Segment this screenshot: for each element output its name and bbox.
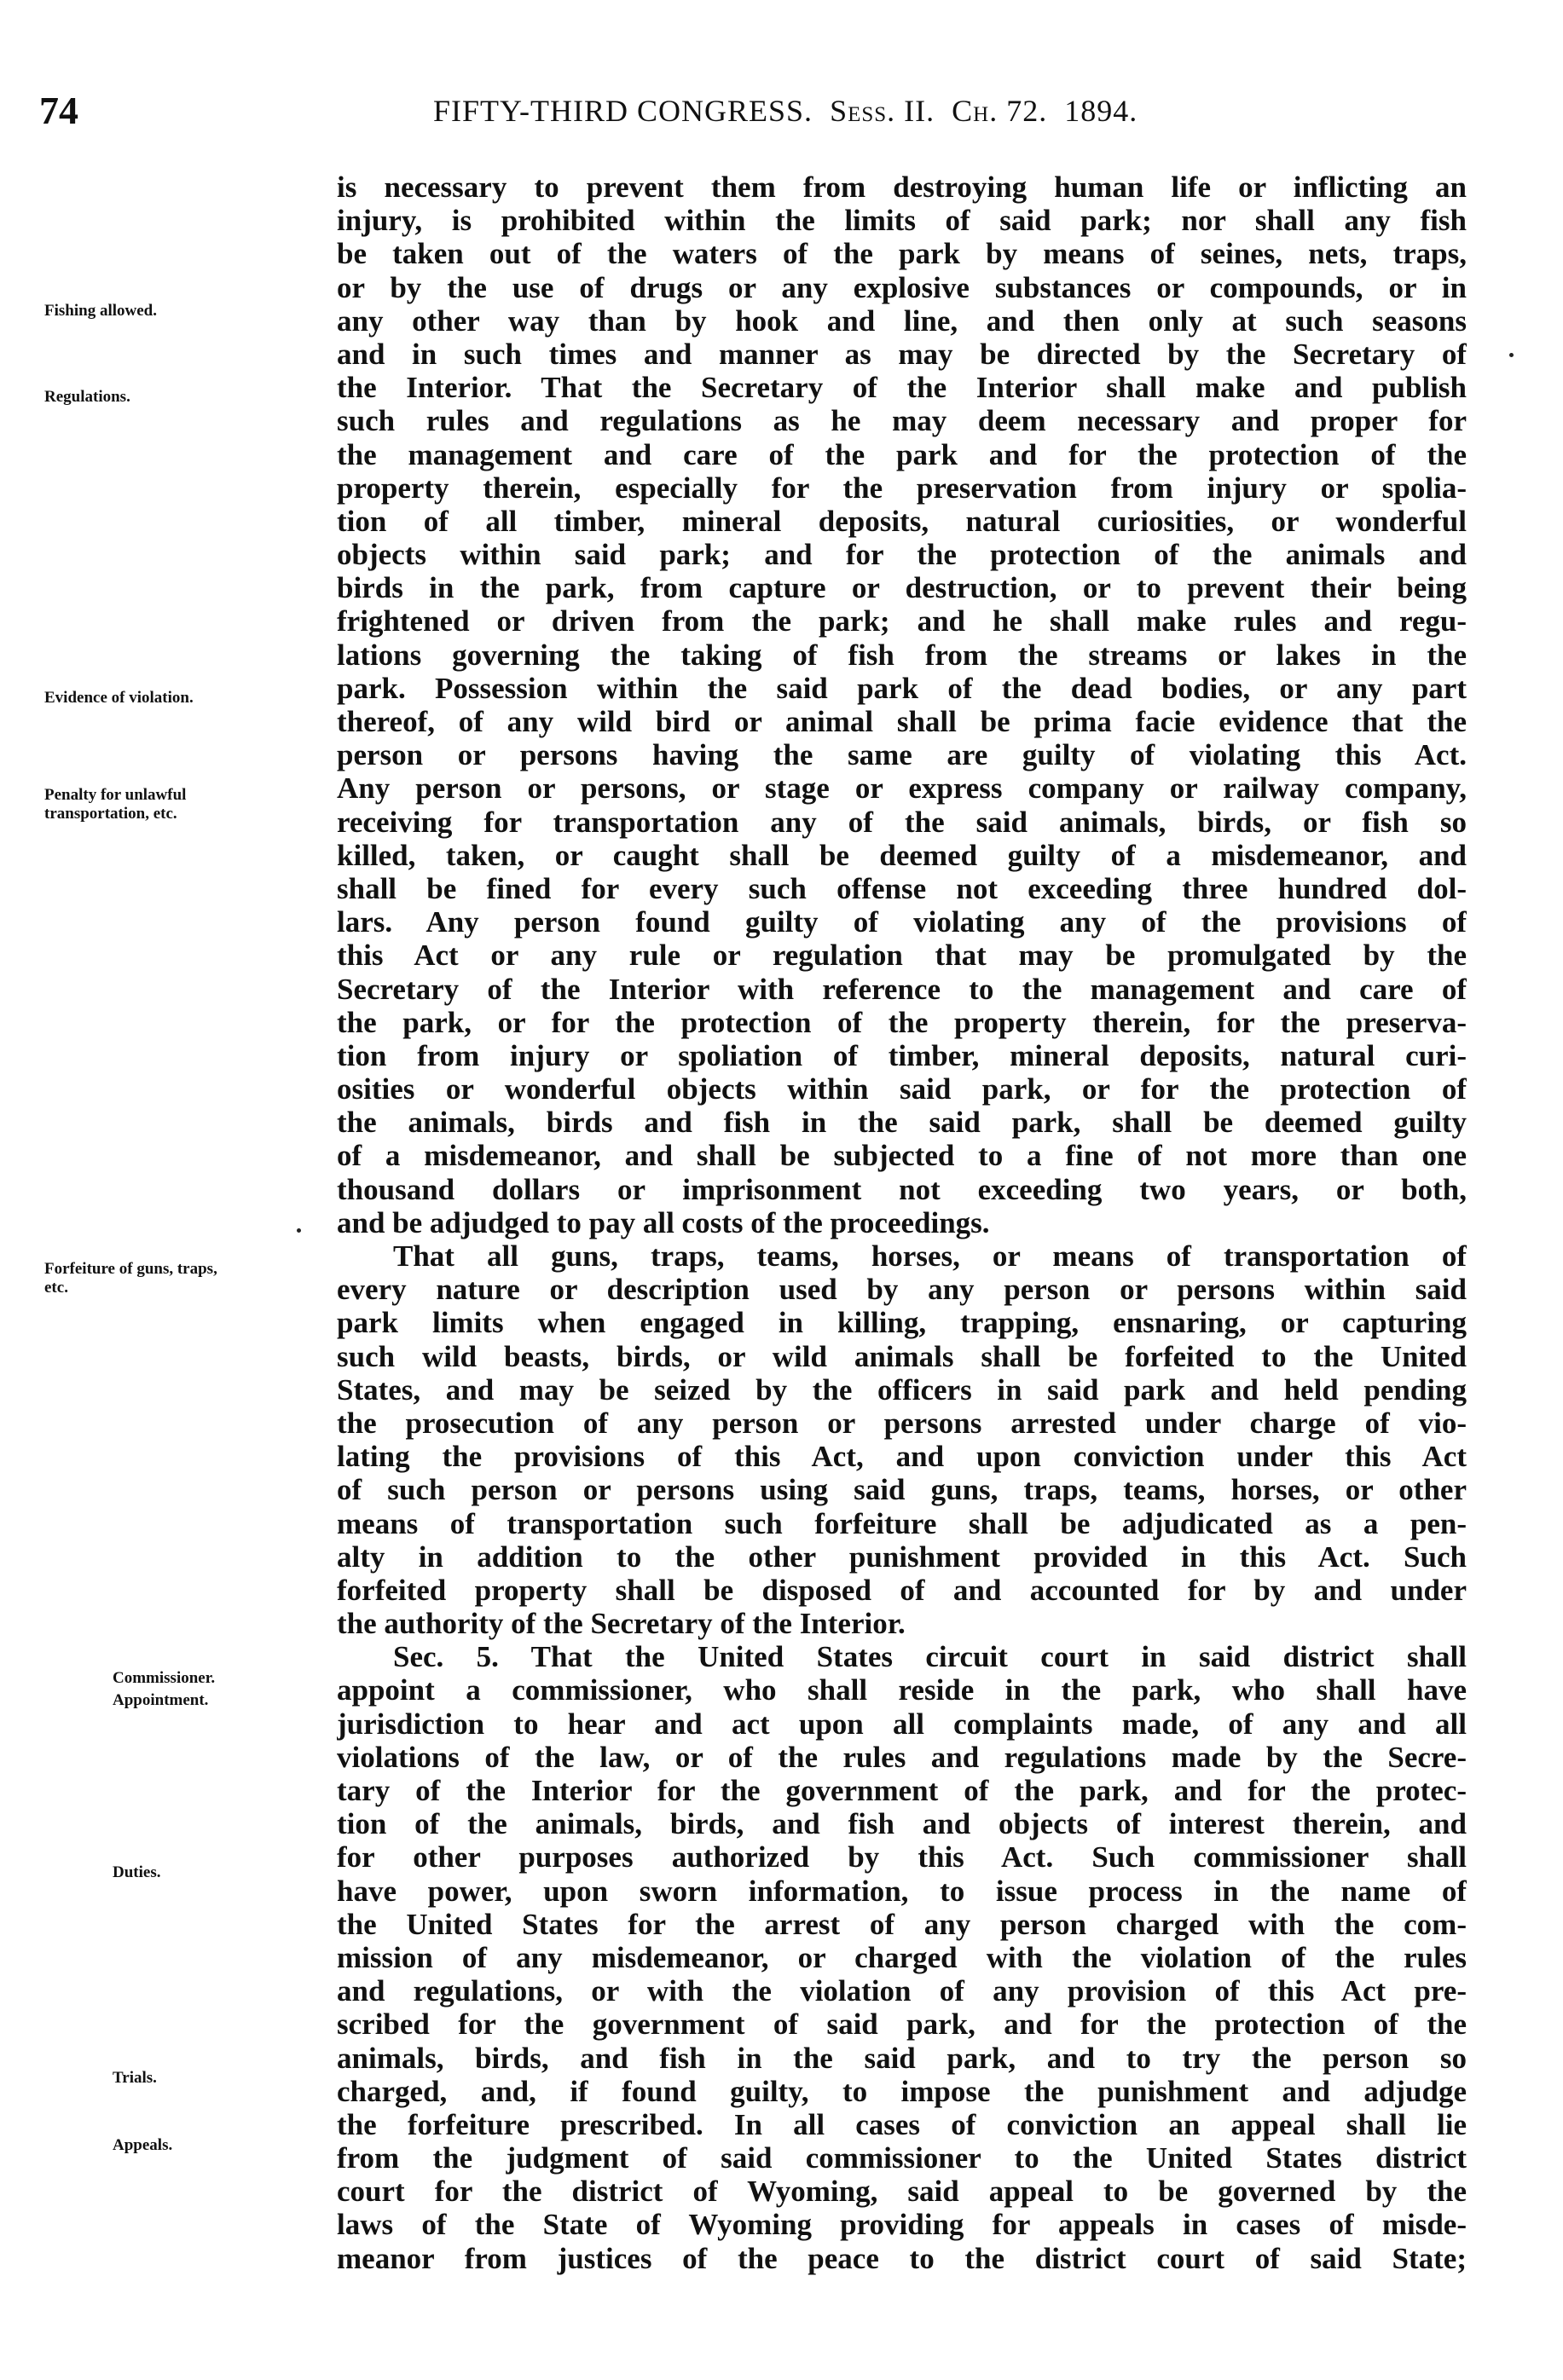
body-line: birds in the park, from capture or destruction, or to prevent their being <box>337 571 1467 605</box>
body-line: property therein, especially for the preservation from injury or spolia- <box>337 471 1467 505</box>
body-line: the authority of the Secretary of the Interior. <box>337 1607 906 1641</box>
body-line: the United States for the arrest of any person charged with the com- <box>337 1907 1467 1941</box>
speck-mark <box>297 1228 301 1233</box>
running-head <box>433 85 1138 136</box>
margin-note-appointment: Appointment. <box>113 1691 209 1709</box>
body-line: and in such times and manner as may be directed by the Secretary of <box>337 337 1467 371</box>
body-line: animals, birds, and fish in the said park, and to try the person so <box>337 2041 1467 2075</box>
margin-note-appeals: Appeals. <box>113 2136 173 2154</box>
running-head-session: Sess. II. <box>830 94 935 128</box>
body-line: objects within said park; and for the protection of the animals and <box>337 538 1467 572</box>
body-line: shall be fined for every such offense not exceeding three hundred dol- <box>337 871 1467 905</box>
body-line: person or persons having the same are guilty of violating this Act. <box>337 738 1467 772</box>
body-line: the prosecution of any person or persons arrested under charge of vio- <box>337 1406 1467 1440</box>
body-line: this Act or any rule or regulation that may be promulgated by the <box>337 939 1467 973</box>
body-line: States, and may be seized by the officers in said park and held pending <box>337 1372 1467 1407</box>
body-line: thousand dollars or imprisonment not exceeding two years, or both, <box>337 1172 1467 1206</box>
margin-note-evidence: Evidence of violation. <box>44 689 194 707</box>
body-line: appoint a commissioner, who shall reside in the park, who shall have <box>337 1673 1467 1707</box>
running-head-year: 1894. <box>1064 94 1138 128</box>
body-line: lars. Any person found guilty of violating any of the provisions of <box>337 905 1467 939</box>
body-line: of such person or persons using said guns, traps, teams, horses, or other <box>337 1473 1467 1507</box>
body-line: charged, and, if found guilty, to impose the punishment and adjudge <box>337 2074 1467 2108</box>
body-line: osities or wonderful objects within said park, or for the protection of <box>337 1072 1467 1106</box>
body-line: the animals, birds and fish in the said park, shall be deemed guilty <box>337 1106 1467 1140</box>
body-line: receiving for transportation any of the said animals, birds, or fish so <box>337 805 1467 839</box>
body-line: and regulations, or with the violation of any provision of this Act pre- <box>337 1974 1467 2008</box>
body-line: the park, or for the protection of the property therein, for the preserva- <box>337 1005 1467 1039</box>
body-line: any other way than by hook and line, and then only at such seasons <box>337 303 1467 338</box>
body-line: be taken out of the waters of the park by means of seines, nets, traps, <box>337 237 1467 271</box>
body-line: tion of the animals, birds, and fish and objects of interest therein, and <box>337 1807 1467 1841</box>
body-line: such rules and regulations as he may deem necessary and proper for <box>337 404 1467 438</box>
page-header <box>39 85 1463 136</box>
body-line: Any person or persons, or stage or express company or railway company, <box>337 771 1467 806</box>
body-line: violations of the law, or of the rules and regulations made by the Secre- <box>337 1740 1467 1774</box>
body-line: scribed for the government of said park, and for the protection of the <box>337 2007 1467 2042</box>
margin-note-regulations: Regulations. <box>44 388 130 406</box>
running-head-chapter: Ch. 72. <box>952 94 1048 128</box>
body-line: That all guns, traps, teams, horses, or means of transportation of <box>393 1239 1467 1273</box>
body-line: mission of any misdemeanor, or charged with the violation of the rules <box>337 1940 1467 1974</box>
margin-note-fishing: Fishing allowed. <box>44 302 157 320</box>
speck-mark <box>1509 353 1514 357</box>
body-line: for other purposes authorized by this Act. Such commissioner shall <box>337 1840 1467 1875</box>
body-line: have power, upon sworn information, to issue process in the name of <box>337 1874 1467 1908</box>
body-line: alty in addition to the other punishment provided in this Act. Such <box>337 1539 1467 1574</box>
body-line: meanor from justices of the peace to the district court of said State; <box>337 2241 1467 2275</box>
body-line: or by the use of drugs or any explosive substances or compounds, or in <box>337 270 1467 304</box>
body-line: the forfeiture prescribed. In all cases of conviction an appeal shall lie <box>337 2107 1467 2141</box>
margin-note-forfeiture: Forfeiture of guns, traps, etc. <box>44 1260 217 1297</box>
body-line: every nature or description used by any person or persons within said <box>337 1273 1467 1307</box>
body-line: injury, is prohibited within the limits of said park; nor shall any fish <box>337 204 1467 238</box>
body-line: laws of the State of Wyoming providing for appeals in cases of misde- <box>337 2208 1467 2242</box>
body-line: tion of all timber, mineral deposits, natural curiosities, or wonderful <box>337 504 1467 538</box>
body-line: killed, taken, or caught shall be deemed guilty of a misdemeanor, and <box>337 838 1467 872</box>
body-line: the Interior. That the Secretary of the Interior shall make and publish <box>337 371 1467 405</box>
body-line: forfeited property shall be disposed of and accounted for by and under <box>337 1573 1467 1607</box>
running-head-congress: FIFTY-THIRD CONGRESS. <box>433 94 813 128</box>
margin-note-commissioner: Commissioner. <box>113 1669 216 1687</box>
body-line: the management and care of the park and for the protection of the <box>337 437 1467 471</box>
page-number: 74 <box>39 89 78 132</box>
body-line: is necessary to prevent them from destroying human life or inflicting an <box>337 170 1467 204</box>
margin-note-duties: Duties. <box>113 1863 161 1881</box>
body-line: Sec. 5. That the United States circuit court in said district shall <box>393 1640 1467 1674</box>
body-line: lating the provisions of this Act, and upon conviction under this Act <box>337 1440 1467 1474</box>
statute-body-text <box>337 170 1467 2275</box>
body-line: jurisdiction to hear and act upon all complaints made, of any and all <box>337 1707 1467 1741</box>
body-line: tary of the Interior for the government of the park, and for the protec- <box>337 1774 1467 1807</box>
margin-note-penalty: Penalty for unlawful transportation, etc. <box>44 786 187 823</box>
body-line: thereof, of any wild bird or animal shall be prima facie evidence that the <box>337 705 1467 738</box>
body-line: means of transportation such forfeiture shall be adjudicated as a pen- <box>337 1506 1467 1540</box>
body-line: tion from injury or spoliation of timber, mineral deposits, natural curi- <box>337 1038 1467 1072</box>
body-line: from the judgment of said commissioner to the United States district <box>337 2141 1467 2175</box>
body-line: lations governing the taking of fish from the streams or lakes in the <box>337 638 1467 672</box>
body-line: park limits when engaged in killing, trapping, ensnaring, or capturing <box>337 1306 1467 1340</box>
body-line: of a misdemeanor, and shall be subjected to a fine of not more than one <box>337 1139 1467 1173</box>
body-line: court for the district of Wyoming, said appeal to be governed by the <box>337 2175 1467 2209</box>
body-line: frightened or driven from the park; and he shall make rules and regu- <box>337 604 1467 638</box>
body-line: such wild beasts, birds, or wild animals shall be forfeited to the United <box>337 1339 1467 1373</box>
body-line: and be adjudged to pay all costs of the proceedings. <box>337 1205 990 1239</box>
body-line: park. Possession within the said park of the dead bodies, or any part <box>337 671 1467 705</box>
margin-note-trials: Trials. <box>113 2069 157 2087</box>
body-line: Secretary of the Interior with reference to the management and care of <box>337 972 1467 1006</box>
